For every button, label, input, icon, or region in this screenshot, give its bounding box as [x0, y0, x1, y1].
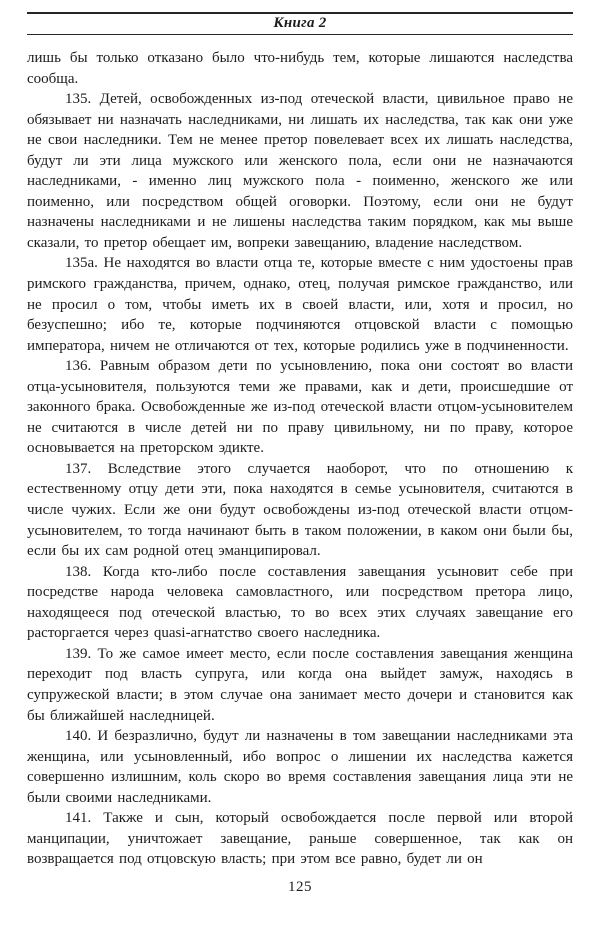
paragraph: лишь бы только отказано было что-нибудь тем, которые лишаются наследства сообща. — [27, 50, 573, 87]
paragraph: 135. Детей, освобожденных из-под отеческой власти, цивильное право не обязывает ни назначать наследниками, ни лишать их наследства, так как они уже не свои наследники. Тем не менее претор повелевает всех их лишать наследства, будут ли эти лица мужского или женского пола, если они не назначаются наследниками, - именно лиц мужского пола - поименно, женского же или поименно, или посредством общей оговорки. Поэтому, если они не будут назначены наследниками и не лишены наследства таким порядком, как мы выше сказали, то претор обещает им, вопреки завещанию, владение наследством. — [27, 91, 573, 251]
paragraph: 138. Когда кто-либо после составления завещания усыновит себе при посредстве народа человека самовластного, или посредством претора лицо, находящееся под отеческой властью, то во всех этих случаях завещание его расторгается через quasi-агнатство своего наследника. — [27, 563, 573, 642]
paragraph: 136. Равным образом дети по усыновлению, пока они состоят во власти отца-усыновителя, пользуются теми же правами, как и дети, происшедшие от законного брака. Освобожденные же из-под отеческой власти отцом-усыновителем не считаются в числе детей ни по праву цивильному, ни по праву, которое основывается на преторском эдикте. — [27, 358, 573, 457]
page-body — [27, 48, 573, 870]
paragraph: 139. То же самое имеет место, если после составления завещания женщина переходит под власть супруга, или когда она выйдет замуж, находясь в супружеской власти; в этом случае она занимает место дочери и становится как бы ближайшей наследницей. — [27, 645, 573, 724]
paragraph: 140. И безразлично, будут ли назначены в том завещании наследниками эта женщина, или усыновленный, ибо вопрос о лишении их наследства кажется совершенно излишним, коль скоро во время составления завещания лица эти не были своими наследниками. — [27, 728, 573, 806]
page-header — [27, 12, 573, 35]
page-number: 125 — [288, 878, 312, 895]
running-title: Книга 2 — [273, 15, 327, 31]
paragraph: 141. Также и сын, который освобождается после первой или второй манципации, уничтожает завещание, раньше совершенное, так как он возвращается под отцовскую власть; при этом все равно, будет ли он — [27, 810, 573, 868]
page-footer — [27, 879, 573, 896]
paragraph: 137. Вследствие этого случается наоборот, что по отношению к естественному отцу дети эти, пока находятся в семье усыновителя, считаются в числе чужих. Если же они будут освобождены из-под отеческой власти отцом-усыновителем, то тогда начинают быть в таком положении, в каком они были бы, если бы их сам родной отец эманципировал. — [27, 460, 573, 560]
paragraph: 135а. Не находятся во власти отца те, которые вместе с ним удостоены прав римского гражданства, причем, однако, отец, получая римское гражданство, или не просил о том, чтобы иметь их в своей власти, или, хотя и просил, но безуспешно; ибо те, которые подчиняются отцовской власти с помощью императора, ничем не отличаются от тех, которые родились уже в подчиненности. — [27, 255, 573, 354]
